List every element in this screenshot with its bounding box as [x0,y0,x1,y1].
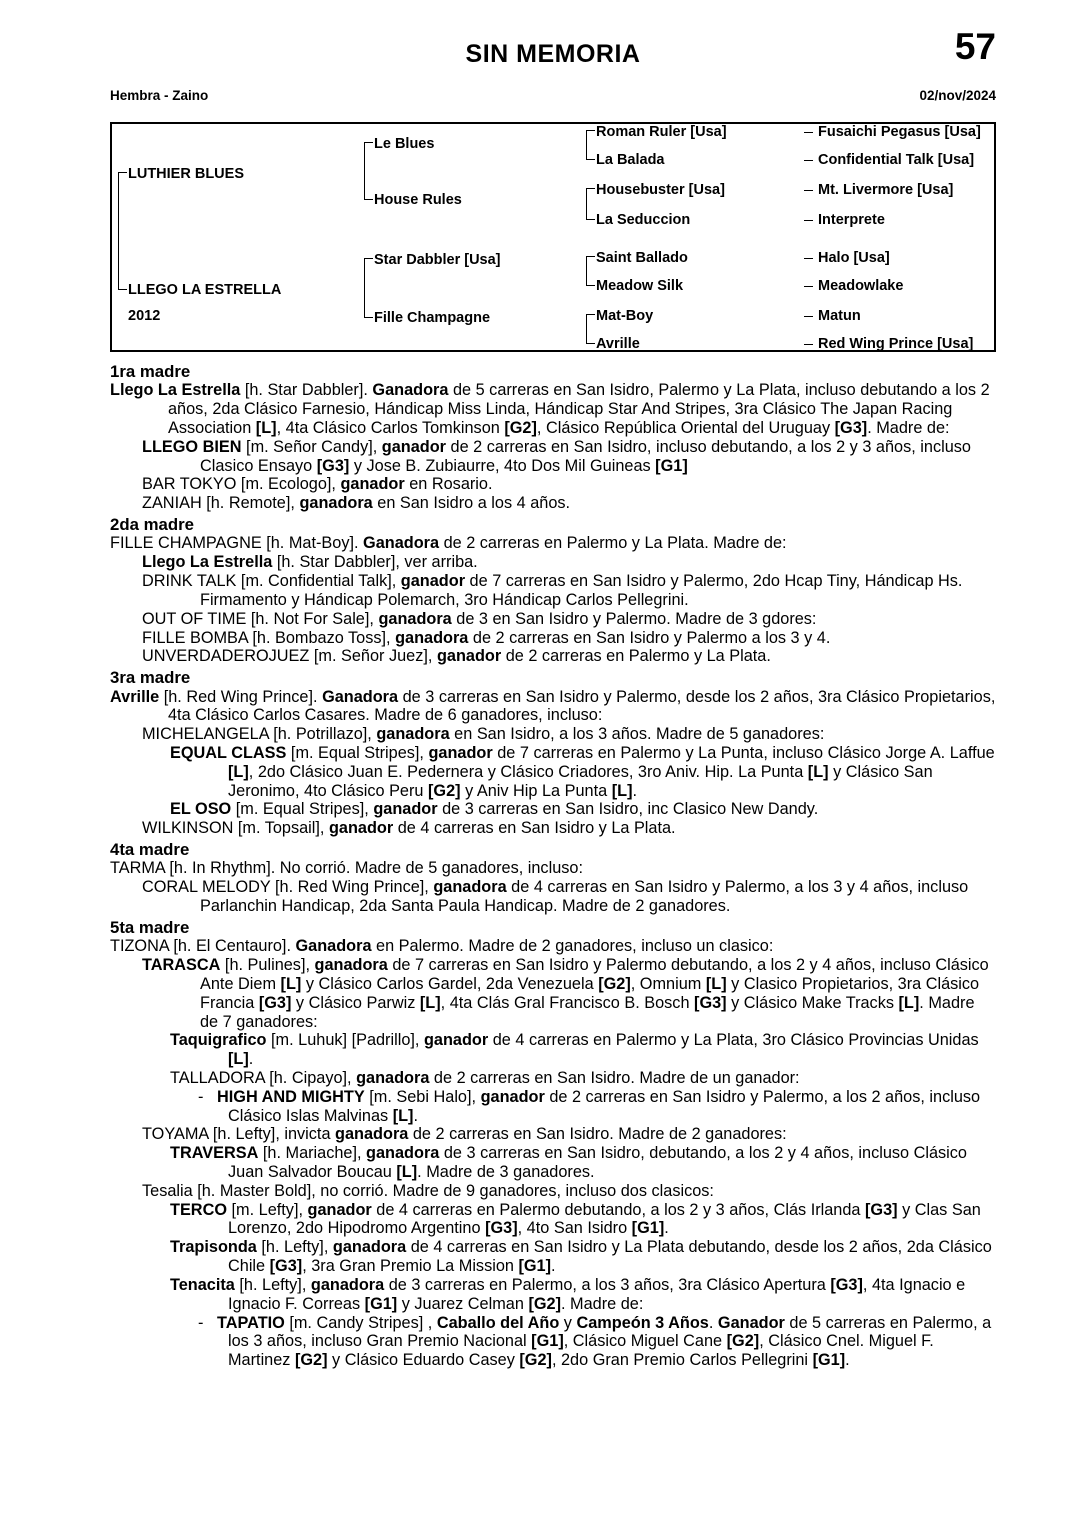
entry-text: de 2 carreras en San Isidro y Palermo, a los 2 años, incluso Clásico Islas Malvinas [228,1087,981,1125]
emphasis-text: LLEGO BIEN [142,437,242,456]
emphasis-text: [L] [255,419,277,438]
entry-text: BAR TOKYO [m. Ecologo], [142,475,341,494]
emphasis-text: EL OSO [170,800,232,819]
dash-gen4-4 [804,258,813,259]
entry-text: y Juarez Celman [397,1294,529,1313]
pedigree-gen2-1: House Rules [374,192,462,208]
emphasis-text: [G3] [316,456,350,475]
entry-text: CORAL MELODY [h. Red Wing Prince], [142,878,434,897]
pedigree-entry [110,572,996,610]
pedigree-entry [110,553,996,572]
emphasis-text: ganadora [332,1238,407,1257]
emphasis-text: Ganadora [322,687,399,706]
entry-text: y Clásico Make Tracks [726,993,899,1012]
bracket-gen3-c [586,256,595,286]
emphasis-text: [G1] [518,1257,552,1276]
sex-coat-label: Hembra - Zaino [110,88,209,103]
entry-text: MICHELANGELA [h. Potrillazo], [142,725,377,744]
pedigree-gen2-2: Star Dabbler [Usa] [374,252,501,268]
pedigree-entry [110,1144,996,1182]
entry-text: . [845,1351,850,1370]
pedigree-gen3-5: Meadow Silk [596,278,684,294]
entry-text: [m. Candy Stripes] , [284,1313,437,1332]
pedigree-gen3-4: Saint Ballado [596,250,688,266]
entry-text: , 4to San Isidro [517,1219,632,1238]
bracket-gen2-bottom [364,258,373,318]
entry-text: . [664,1219,669,1238]
emphasis-text: Ganadora [372,381,449,400]
entry-text: ZANIAH [h. Remote], [142,494,300,513]
generation-heading: 2da madre [110,515,194,535]
pedigree-entry [110,1276,996,1314]
emphasis-text: [G3] [830,1275,863,1294]
entry-text: Tesalia [h. Master Bold], no corrió. Madre de 9 ganadores, incluso dos clasicos: [142,1181,714,1200]
pedigree-entry [110,629,996,648]
pedigree-entry [110,475,996,494]
entry-text: en San Isidro, a los 3 años. Madre de 5 ganadores: [449,725,825,744]
generation-heading: 1ra madre [110,362,191,381]
emphasis-text: [G1] [812,1351,846,1370]
emphasis-text: ganador [373,800,438,819]
bracket-gen3-d [586,314,595,344]
pedigree-entry [110,878,996,916]
emphasis-text: HIGH AND MIGHTY [217,1087,365,1106]
emphasis-text: [G2] [528,1294,561,1313]
entry-text: de 4 carreras en Palermo y La Plata, 3ro Clásico Provincias Unidas [488,1031,979,1050]
entry-text: FILLE CHAMPAGNE [h. Mat-Boy]. [110,534,364,553]
emphasis-text: [G2] [598,974,631,993]
pedigree-entry [110,1088,996,1126]
emphasis-text: [G3] [834,419,868,438]
page-header [110,26,996,88]
pedigree-gen4-4: Halo [Usa] [818,250,890,266]
emphasis-text: Llego La Estrella [142,553,273,572]
pedigree-entry [110,937,996,956]
pedigree-sire: LUTHIER BLUES [128,166,244,182]
entry-text: de 4 carreras en Palermo debutando, a los 2 y 3 años, Clás Irlanda [371,1200,865,1219]
emphasis-text: ganador [400,572,466,591]
pedigree-entry [110,381,996,437]
entry-text: de 3 en San Isidro y Palermo. Madre de 3 gdores: [451,609,817,628]
emphasis-text: Taquigrafico [170,1031,267,1050]
entry-text: de 2 carreras en Palermo y La Plata. Madre de: [439,534,787,553]
emphasis-text: [L] [228,762,249,781]
entry-text: [h. Lefty], [234,1275,311,1294]
emphasis-text: TAPATIO [217,1313,285,1332]
emphasis-text: ganador [428,743,493,762]
entry-text: WILKINSON [m. Topsail], [142,819,329,838]
entry-text: . [632,781,638,800]
pedigree-entry [110,859,996,878]
emphasis-text: [G3] [694,993,727,1012]
page-title: SIN MEMORIA [465,40,641,68]
emphasis-text: [G1] [631,1219,665,1238]
entry-text: de 3 carreras en Palermo, a los 3 años, 3ra Clásico Apertura [384,1275,831,1294]
pedigree-gen3-6: Mat-Boy [596,308,654,324]
emphasis-text: ganadora [310,1275,385,1294]
emphasis-text: [L] [705,974,727,993]
emphasis-text: [G3] [269,1257,303,1276]
pedigree-entry [110,1182,996,1201]
pedigree-table [110,122,996,352]
entry-text: en Rosario. [404,475,493,494]
entry-text: . Madre de 3 ganadores. [417,1163,595,1182]
page-number: 57 [954,26,996,67]
dash-gen4-6 [804,316,813,317]
entry-text: [h. Star Dabbler]. [240,381,373,400]
pedigree-gen4-1: Confidential Talk [Usa] [818,152,975,168]
dash-gen4-0 [804,132,813,133]
dash-marker: - [198,1087,217,1106]
dash-gen4-7 [804,344,813,345]
entry-text: de 4 carreras en San Isidro y Palermo, a los 3 y 4 años, incluso Parlanchin Handicap, 2da Santa Paula Handicap. Madre de 2 ganadores. [200,878,969,916]
entry-text: , Clásico República Oriental del Uruguay [536,419,835,438]
emphasis-text: TARASCA [142,956,221,975]
entry-text: , 2do Clásico Juan E. Pedernera y Clásico Criadores, 3ro Aniv. Hip. La Punta [248,762,808,781]
pedigree-gen3-0: Roman Ruler [Usa] [596,124,727,140]
emphasis-text: ganador [436,647,502,666]
emphasis-text: ganadora [335,1125,409,1144]
entry-text: , 4ta Ignacio e Ignacio F. Correas [228,1275,966,1313]
entry-text: y Jose B. Zubiaurre, 4to Dos Mil Guineas [349,456,656,475]
emphasis-text: Caballo del Año [436,1313,560,1332]
entry-text: de 7 carreras en Palermo y La Punta, incluso Clásico Jorge A. Laffue [492,743,995,762]
bracket-gen3-b [586,188,595,220]
emphasis-text: Llego La Estrella [110,381,241,400]
bracket-gen3-a [586,130,595,160]
generation-heading: 4ta madre [110,840,190,860]
dash-gen4-3 [804,220,813,221]
emphasis-text: Avrille [110,687,160,706]
bracket-gen1 [118,172,127,290]
entry-text: [h. Lefty], [256,1238,333,1257]
entry-text: de 3 carreras en San Isidro, debutando, a los 2 y 4 años, incluso Clásico Juan Salvador Boucau [228,1144,967,1182]
entry-text: de 3 carreras en San Isidro, inc Clasico New Dandy. [437,800,819,819]
entry-text: . [551,1257,556,1276]
pedigree-gen3-3: La Seduccion [596,212,691,228]
entry-text: . Madre de: [561,1294,644,1313]
entry-text: TALLADORA [h. Cipayo], [170,1068,357,1087]
entry-text: [m. Sebi Halo], [364,1087,481,1106]
dash-marker: - [198,1313,217,1332]
emphasis-text: [G2] [504,419,537,438]
pedigree-entry [110,534,996,553]
entry-text: de 3 carreras en San Isidro y Palermo, desde los 2 años, 3ra Clásico Propietarios, 4ta Clásico Carlos Casares. Madre de 6 ganadores, incluso: [168,687,996,725]
pedigree-entry [110,688,996,726]
pedigree-gen4-2: Mt. Livermore [Usa] [818,182,954,198]
emphasis-text: TRAVERSA [170,1144,259,1163]
emphasis-text: EQUAL CLASS [170,743,287,762]
pedigree-body [110,362,996,1370]
pedigree-entry [110,1125,996,1144]
emphasis-text: [L] [280,974,302,993]
entry-text: [m. Equal Stripes], [231,800,374,819]
pedigree-entry [110,800,996,819]
emphasis-text: TERCO [170,1200,227,1219]
emphasis-text: [L] [611,781,633,800]
pedigree-entry [110,610,996,629]
pedigree-entry [110,647,996,666]
entry-text: [m. Equal Stripes], [286,743,429,762]
entry-text: de 2 carreras en San Isidro. Madre de 2 ganadores: [408,1125,787,1144]
emphasis-text: ganador [381,437,447,456]
entry-text: [h. Star Dabbler], ver arriba. [272,553,478,572]
generation-heading: 3ra madre [110,668,191,688]
emphasis-text: ganadora [314,956,388,975]
emphasis-text: [L] [396,1163,418,1182]
entry-text: , 4ta Clásico Carlos Tomkinson [276,419,505,438]
pedigree-gen3-1: La Balada [596,152,665,168]
entry-text: TARMA [h. In Rhythm]. No corrió. Madre de 5 ganadores, incluso: [110,859,583,878]
emphasis-text: ganador [340,475,405,494]
emphasis-text: [L] [228,1050,249,1069]
entry-text: [h. Pulines], [220,956,315,975]
entry-text: UNVERDADEROJUEZ [m. Señor Juez], [142,647,437,666]
pedigree-gen4-3: Interprete [818,212,885,228]
entry-text: y Clásico Eduardo Casey [327,1351,520,1370]
pedigree-gen2-3: Fille Champagne [374,310,491,326]
pedigree-entry [110,725,996,744]
entry-text: . Madre de: [867,419,950,438]
emphasis-text: [G3] [865,1200,898,1219]
pedigree-entry [110,1314,996,1370]
emphasis-text: ganadora [366,1144,440,1163]
pedigree-entry [110,1238,996,1276]
emphasis-text: [G2] [519,1351,552,1370]
entry-text: en Palermo. Madre de 2 ganadores, incluso un clasico: [371,937,774,956]
entry-text: en San Isidro a los 4 años. [372,494,571,513]
emphasis-text: ganador [307,1200,372,1219]
emphasis-text: ganadora [378,609,452,628]
emphasis-text: Trapisonda [170,1238,257,1257]
entry-text: , Clásico Cnel. Miguel F. Martinez [228,1332,934,1370]
emphasis-text: [G2] [428,781,461,800]
entry-text: de 5 carreras en Palermo, a los 3 años, incluso Gran Premio Nacional [228,1313,992,1351]
entry-text: de 7 carreras en San Isidro y Palermo, 2do Hcap Tiny, Hándicap Hs. Firmamento y Hándicap Polemarch, 3ro Hándicap Carlos Pellegrini. [200,572,963,609]
pedigree-entry [110,956,996,1031]
entry-text: de 5 carreras en San Isidro, Palermo y La Plata, incluso debutando a los 2 años, 2da Clásico Farnesio, Hándicap Miss Linda, Hándicap Star And Stripes, 3ra Clásico The Japan Racing Association [168,381,990,438]
emphasis-text: Ganador [717,1313,785,1332]
entry-text: OUT OF TIME [h. Not For Sale], [142,609,379,628]
entry-text: , Omnium [630,974,706,993]
entry-text: [m. Lefty], [226,1200,308,1219]
entry-text: de 4 carreras en San Isidro y La Plata. [393,819,676,838]
emphasis-text: [G3] [258,993,292,1012]
dash-gen4-5 [804,286,813,287]
entry-text: [h. Mariache], [258,1144,367,1163]
subheader [110,88,996,110]
entry-text: , 3ra Gran Premio La Mission [302,1257,519,1276]
emphasis-text: [G2] [726,1332,760,1351]
entry-text: y Clasico Propietarios, 3ra Clásico Francia [200,974,980,1012]
entry-text: . Madre de 7 ganadores: [200,993,975,1031]
entry-text: . [413,1106,419,1125]
pedigree-entry [110,1069,996,1088]
pedigree-gen4-6: Matun [818,308,861,324]
emphasis-text: [G3] [485,1219,518,1238]
pedigree-gen3-7: Avrille [596,336,640,352]
emphasis-text: ganador [328,819,394,838]
pedigree-dam: LLEGO LA ESTRELLA [128,282,282,298]
pedigree-gen4-7: Red Wing Prince [Usa] [818,336,974,352]
entry-text: , Clásico Miguel Cane [563,1332,727,1351]
emphasis-text: [L] [392,1106,414,1125]
entry-text: TIZONA [h. El Centauro]. [110,937,296,956]
emphasis-text: Campeón 3 Años [576,1313,709,1332]
emphasis-text: ganadora [395,628,469,647]
pedigree-gen4-0: Fusaichi Pegasus [Usa] [818,124,981,140]
entry-text: , 2do Gran Premio Carlos Pellegrini [551,1351,813,1370]
entry-text: [h. Red Wing Prince]. [159,687,323,706]
entry-text: . [708,1313,718,1332]
generation-heading: 5ta madre [110,917,190,937]
entry-text: de 2 carreras en San Isidro, incluso debutando, a los 2 y 3 años, incluso Clasico Ensayo [200,437,971,475]
pedigree-entry [110,1031,996,1069]
pedigree-entry [110,494,996,513]
emphasis-text: [L] [807,762,829,781]
dash-gen4-1 [804,160,813,161]
entry-text: FILLE BOMBA [h. Bombazo Toss], [142,628,396,647]
emphasis-text: [L] [898,993,920,1012]
pedigree-gen2-0: Le Blues [374,136,435,152]
emphasis-text: [L] [419,993,441,1012]
emphasis-text: ganador [423,1031,489,1050]
entry-text: y Clas San Lorenzo, 2do Hipodromo Argentino [228,1200,981,1238]
emphasis-text: Ganadora [363,534,440,553]
emphasis-text: [G1] [531,1332,564,1351]
entry-text: , 4ta Clás Gral Francisco B. Bosch [440,993,695,1012]
entry-text: TOYAMA [h. Lefty], invicta [142,1125,336,1144]
emphasis-text: [G1] [364,1294,398,1313]
bracket-gen2-top [364,142,373,200]
emphasis-text: ganadora [433,878,507,897]
pedigree-entry [110,438,996,476]
entry-text: . [248,1050,254,1069]
pedigree-gen3-2: Housebuster [Usa] [596,182,725,198]
emphasis-text: Ganadora [295,937,372,956]
entry-text: y Aniv Hip La Punta [460,781,612,800]
pedigree-dam-year: 2012 [128,308,161,324]
entry-text: y Clásico San Jeronimo, 4to Clásico Peru [228,762,933,800]
emphasis-text: [G1] [655,456,688,475]
entry-text: de 4 carreras en San Isidro y La Plata debutando, desde los 2 años, 2da Clásico Chile [228,1238,992,1276]
entry-text: [m. Señor Candy], [241,437,382,456]
entry-text: DRINK TALK [m. Confidential Talk], [142,572,401,591]
entry-text: y Clásico Carlos Gardel, 2da Venezuela [301,974,599,993]
entry-text: [m. Luhuk] [Padrillo], [266,1031,424,1050]
entry-text: y Clásico Parwiz [291,993,420,1012]
pedigree-entry [110,1201,996,1239]
pedigree-entry [110,819,996,838]
entry-text: de 2 carreras en Palermo y La Plata. [501,647,771,666]
emphasis-text: ganadora [356,1068,430,1087]
pedigree-gen4-5: Meadowlake [818,278,904,294]
entry-text: y [559,1313,577,1332]
emphasis-text: [G2] [294,1351,328,1370]
emphasis-text: ganador [480,1087,545,1106]
pedigree-entry [110,744,996,800]
entry-text: de 7 carreras en San Isidro y Palermo debutando, a los 2 y 4 años, incluso Clásico Ante Diem [200,956,989,993]
emphasis-text: Tenacita [170,1275,235,1294]
emphasis-text: ganadora [299,494,373,513]
dash-gen4-2 [804,190,813,191]
emphasis-text: ganadora [376,725,450,744]
entry-text: de 2 carreras en San Isidro y Palermo a los 3 y 4. [468,628,831,647]
entry-text: de 2 carreras en San Isidro. Madre de un ganador: [429,1068,800,1087]
date-label: 02/nov/2024 [919,88,996,103]
